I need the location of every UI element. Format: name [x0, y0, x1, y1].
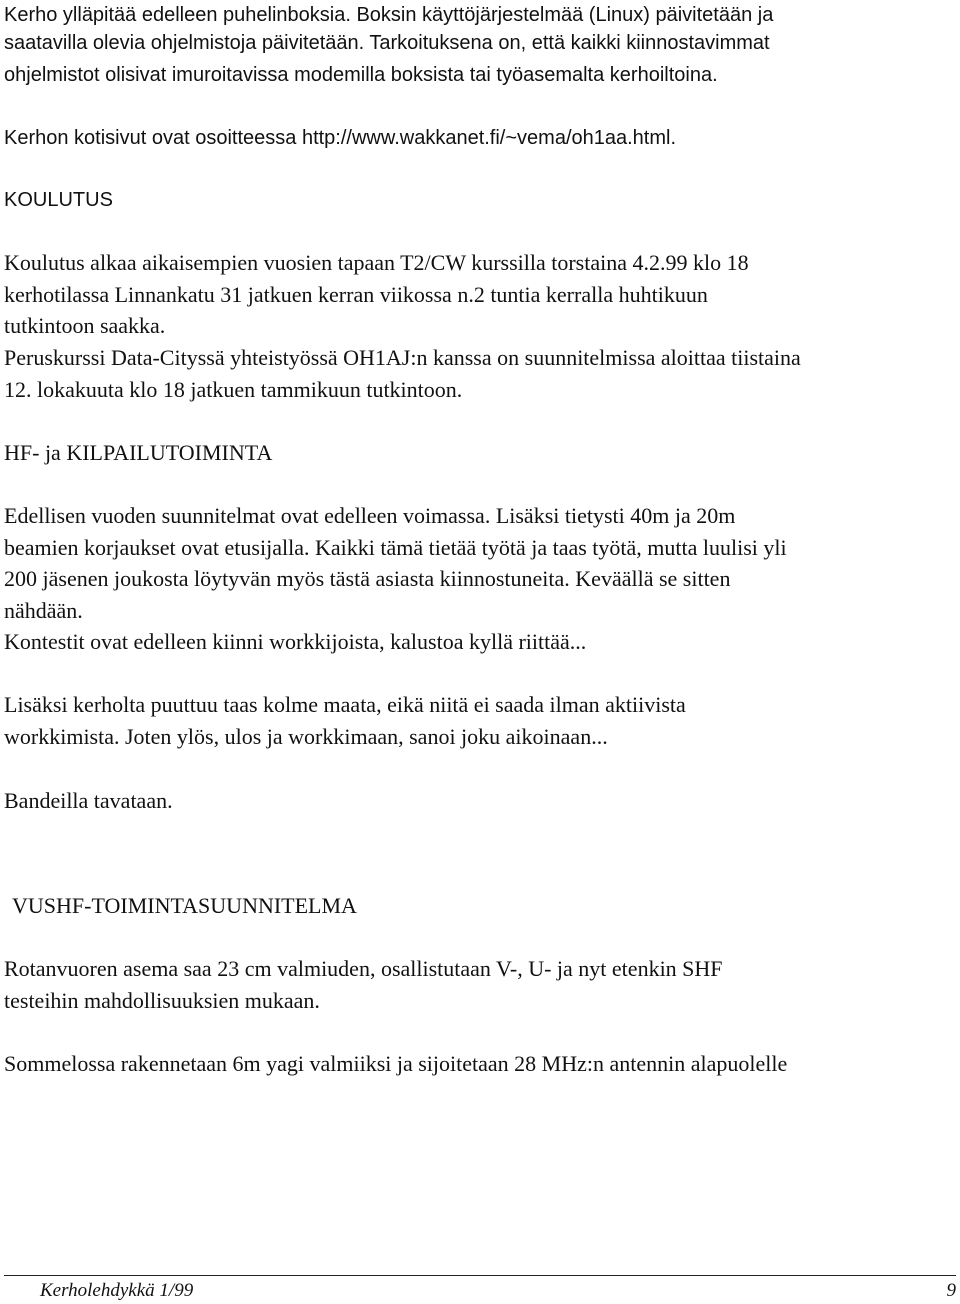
- hf-line-7: workkimista. Joten ylös, ulos ja workkimaan, sanoi joku aikoinaan...: [4, 724, 608, 749]
- hf-closing: Bandeilla tavataan.: [4, 788, 173, 813]
- koulutus-line-5: 12. lokakuuta klo 18 jatkuen tammikuun tutkintoon.: [4, 377, 463, 402]
- vushf-line-1: Rotanvuoren asema saa 23 cm valmiuden, osallistutaan V-, U- ja nyt etenkin SHF: [4, 956, 723, 981]
- intro-line-3: ohjelmistot olisivat imuroitavissa modemilla boksista tai työasemalta kerhoiltoina.: [4, 64, 718, 86]
- koulutus-line-4: Peruskurssi Data-Cityssä yhteistyössä OH1AJ:n kanssa on suunnitelmissa aloittaa tiistaina: [4, 345, 801, 370]
- footer-publication: Kerholehdykkä 1/99: [40, 1280, 194, 1301]
- vushf-line-2: testeihin mahdollisuuksien mukaan.: [4, 988, 320, 1013]
- vushf-heading: VUSHF-TOIMINTASUUNNITELMA: [12, 893, 357, 918]
- intro-line-1: Kerho ylläpitää edelleen puhelinboksia. Boksin käyttöjärjestelmää (Linux) päivitetään ja: [4, 4, 774, 26]
- hf-line-2: beamien korjaukset ovat etusijalla. Kaikki tämä tietää työtä ja taas työtä, mutta luulisi yli: [4, 535, 787, 560]
- hf-line-3: 200 jäsenen joukosta löytyvän myös tästä asiasta kiinnostuneita. Keväällä se sitten: [4, 566, 731, 591]
- koulutus-line-3: tutkintoon saakka.: [4, 313, 166, 338]
- koulutus-heading: KOULUTUS: [4, 189, 113, 211]
- hf-line-1: Edellisen vuoden suunnitelmat ovat edelleen voimassa. Lisäksi tietysti 40m ja 20m: [4, 503, 736, 528]
- footer-page-number: 9: [946, 1280, 956, 1301]
- koulutus-line-2: kerhotilassa Linnankatu 31 jatkuen kerran viikossa n.2 tuntia kerralla huhtikuun: [4, 282, 708, 307]
- koulutus-line-1: Koulutus alkaa aikaisempien vuosien tapaan T2/CW kurssilla torstaina 4.2.99 klo 18: [4, 250, 749, 275]
- hf-line-5: Kontestit ovat edelleen kiinni workkijoista, kalustoa kyllä riittää...: [4, 629, 587, 654]
- hf-line-4: nähdään.: [4, 598, 83, 623]
- homepage-line: Kerhon kotisivut ovat osoitteessa http://www.wakkanet.fi/~vema/oh1aa.html.: [4, 127, 677, 149]
- hf-line-6: Lisäksi kerholta puuttuu taas kolme maata, eikä niitä ei saada ilman aktiivista: [4, 692, 686, 717]
- hf-heading: HF- ja KILPAILUTOIMINTA: [4, 440, 273, 465]
- footer-rule: [4, 1275, 956, 1276]
- sommelo-line: Sommelossa rakennetaan 6m yagi valmiiksi ja sijoitetaan 28 MHz:n antennin alapuolelle: [4, 1051, 788, 1076]
- intro-line-2: saatavilla olevia ohjelmistoja päivitetään. Tarkoituksena on, että kaikki kiinnostavimmat: [4, 32, 770, 54]
